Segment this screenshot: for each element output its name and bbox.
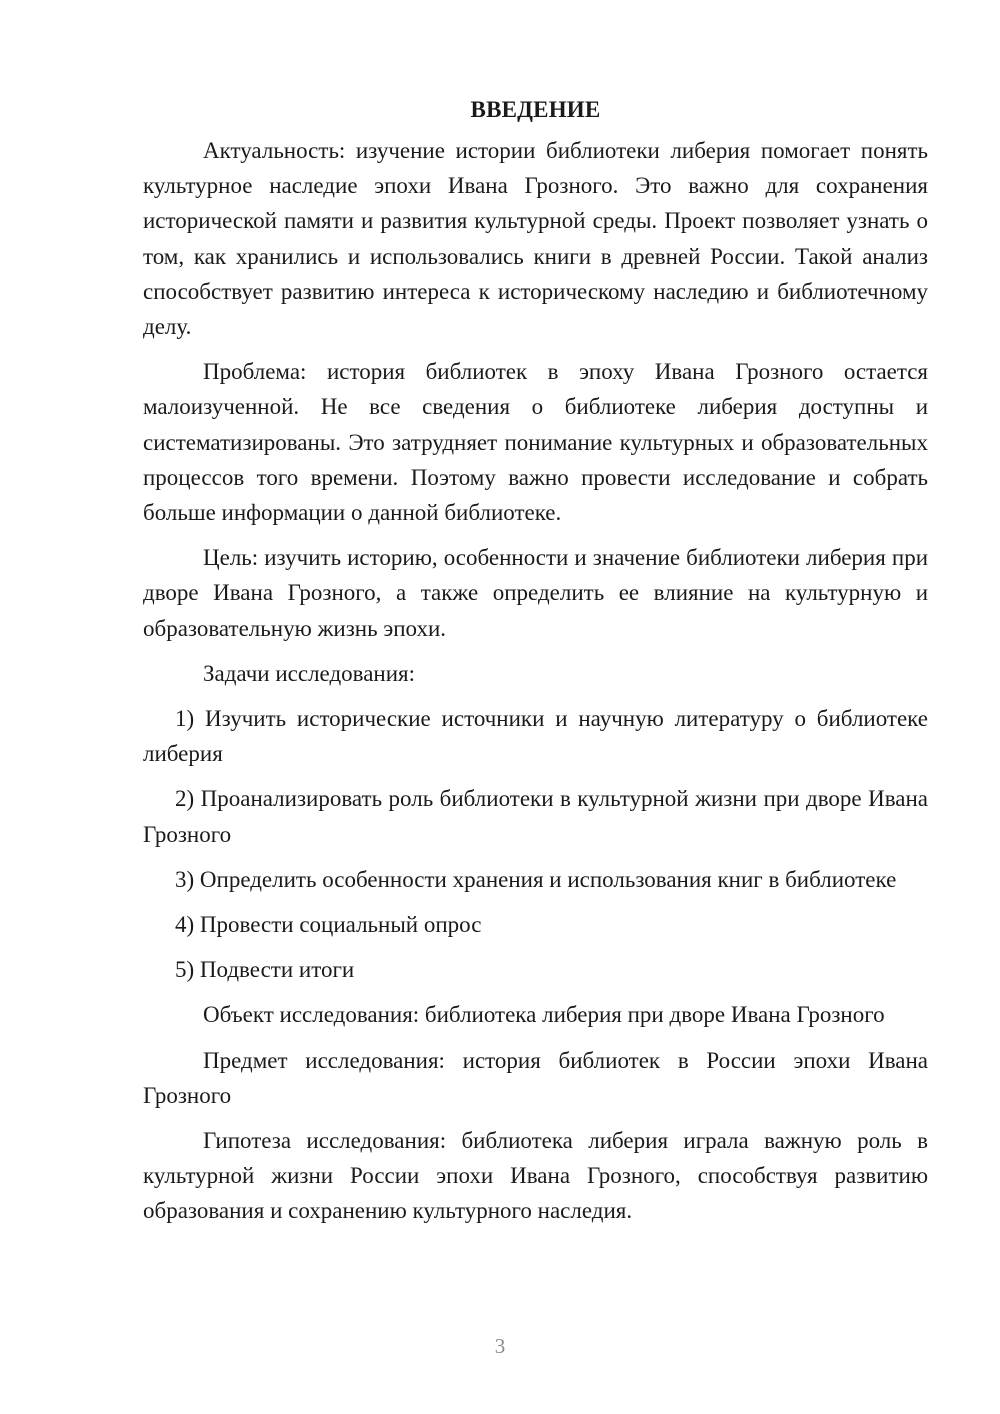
hypothesis-paragraph: Гипотеза исследования: библиотека либерия играла важную роль в культурной жизни России эпохи Ивана Грозного, способствуя развитию образования и сохранению культурного наследия. <box>143 1128 928 1224</box>
task-item-5: 5) Подвести итоги <box>175 957 355 983</box>
task-item-3: 3) Определить особенности хранения и использования книг в библиотеке <box>175 866 897 892</box>
subject-paragraph: Предмет исследования: история библиотек в России эпохи Ивана Грозного <box>143 1047 928 1108</box>
task-item-1: 1) Изучить исторические источники и научную литературу о библиотеке либерия <box>143 706 928 767</box>
tasks-title: Задачи исследования: <box>203 660 416 686</box>
section-heading: ВВЕДЕНИЕ <box>470 97 601 122</box>
problem-paragraph: Проблема: история библиотек в эпоху Ивана Грозного остается малоизученной. Не все сведения о библиотеке либерия доступны и систематизированы. Это затрудняет понимание культурных и образовательных процессов того времени. Поэтому важно провести исследование и собрать больше информации о данной библиотеке. <box>143 359 928 526</box>
page-number: 3 <box>494 1334 506 1358</box>
task-item-2: 2) Проанализировать роль библиотеки в культурной жизни при дворе Ивана Грозного <box>143 786 928 847</box>
relevance-paragraph: Актуальность: изучение истории библиотеки либерия помогает понять культурное наследие эпохи Ивана Грозного. Это важно для сохранения исторической памяти и развития культурной среды. Проект позволяет узнать о том, как хранились и использовались книги в древней России. Такой анализ способствует развитию интереса к историческому наследию и библиотечному делу. <box>143 138 928 340</box>
goal-paragraph: Цель: изучить историю, особенности и значение библиотеки либерия при дворе Ивана Грозного, а также определить ее влияние на культурную и образовательную жизнь эпохи. <box>143 545 928 641</box>
document-page <box>143 92 928 1239</box>
object-paragraph: Объект исследования: библиотека либерия при дворе Ивана Грозного <box>203 1002 885 1028</box>
task-item-4: 4) Провести социальный опрос <box>175 912 482 938</box>
